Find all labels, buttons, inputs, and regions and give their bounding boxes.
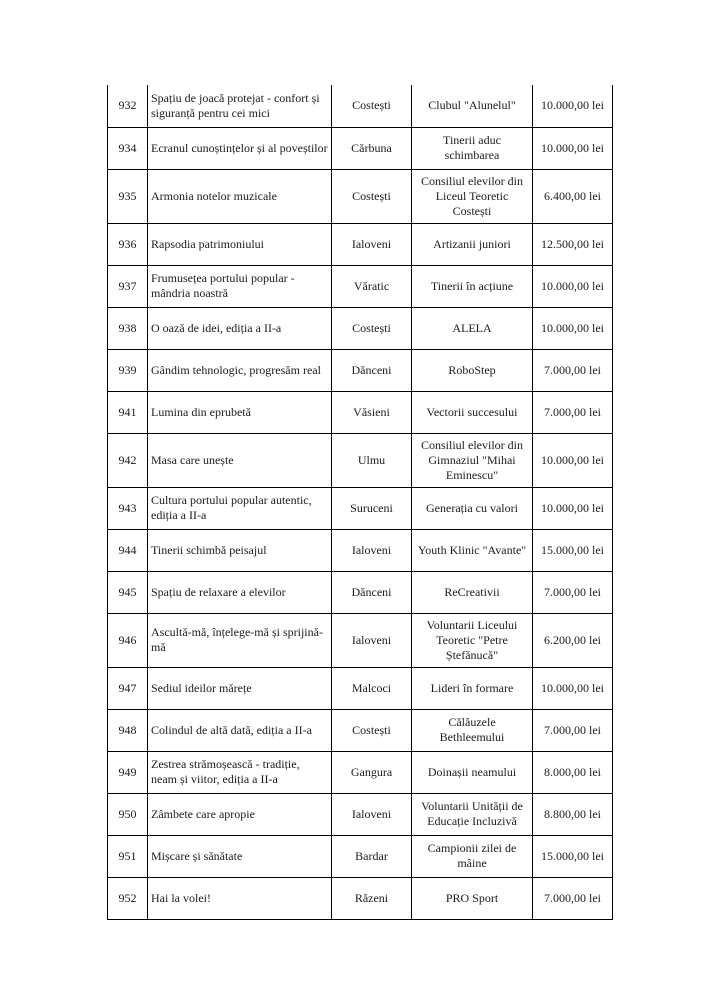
cell-organization: Doinașii neamului — [412, 751, 533, 793]
cell-organization: Consiliul elevilor din Gimnaziul "Mihai Eminescu" — [412, 433, 533, 487]
cell-project: Hai la volei! — [148, 877, 332, 919]
cell-amount: 7.000,00 lei — [533, 349, 613, 391]
cell-project: Masa care unește — [148, 433, 332, 487]
cell-id: 951 — [108, 835, 148, 877]
table-row — [108, 667, 613, 709]
cell-project: Ascultă-mă, înțelege-mă și sprijină-mă — [148, 613, 332, 667]
cell-locality: Costești — [332, 307, 412, 349]
table-row — [108, 265, 613, 307]
cell-project: Colindul de altă dată, ediția a II-a — [148, 709, 332, 751]
cell-locality: Ialoveni — [332, 793, 412, 835]
cell-id: 935 — [108, 169, 148, 223]
table-row — [108, 487, 613, 529]
cell-organization: Consiliul elevilor din Liceul Teoretic Costești — [412, 169, 533, 223]
cell-amount: 10.000,00 lei — [533, 667, 613, 709]
cell-id: 949 — [108, 751, 148, 793]
cell-organization: Voluntarii Liceului Teoretic "Petre Ștefănucă" — [412, 613, 533, 667]
cell-locality: Ialoveni — [332, 223, 412, 265]
cell-locality: Ialoveni — [332, 529, 412, 571]
table-row — [108, 433, 613, 487]
cell-id: 941 — [108, 391, 148, 433]
cell-organization: Tinerii în acțiune — [412, 265, 533, 307]
cell-id: 950 — [108, 793, 148, 835]
cell-id: 948 — [108, 709, 148, 751]
cell-id: 952 — [108, 877, 148, 919]
cell-organization: Tinerii aduc schimbarea — [412, 127, 533, 169]
cell-amount: 6.400,00 lei — [533, 169, 613, 223]
table-row — [108, 613, 613, 667]
cell-locality: Văratic — [332, 265, 412, 307]
table-row — [108, 391, 613, 433]
table-row — [108, 751, 613, 793]
cell-locality: Ulmu — [332, 433, 412, 487]
cell-id: 946 — [108, 613, 148, 667]
cell-project: Spațiu de joacă protejat - confort și siguranță pentru cei mici — [148, 85, 332, 127]
cell-organization: Clubul "Alunelul" — [412, 85, 533, 127]
cell-id: 938 — [108, 307, 148, 349]
table-row — [108, 349, 613, 391]
table-row — [108, 529, 613, 571]
cell-organization: Vectorii succesului — [412, 391, 533, 433]
cell-project: Cultura portului popular autentic, ediția a II-a — [148, 487, 332, 529]
cell-amount: 10.000,00 lei — [533, 307, 613, 349]
cell-amount: 10.000,00 lei — [533, 85, 613, 127]
cell-locality: Malcoci — [332, 667, 412, 709]
cell-project: Armonia notelor muzicale — [148, 169, 332, 223]
cell-id: 945 — [108, 571, 148, 613]
cell-id: 936 — [108, 223, 148, 265]
cell-project: Sediul ideilor mărețe — [148, 667, 332, 709]
cell-amount: 10.000,00 lei — [533, 433, 613, 487]
cell-amount: 7.000,00 lei — [533, 391, 613, 433]
cell-project: Tinerii schimbă peisajul — [148, 529, 332, 571]
cell-organization: ALELA — [412, 307, 533, 349]
cell-organization: Artizanii juniori — [412, 223, 533, 265]
cell-id: 934 — [108, 127, 148, 169]
table-row — [108, 835, 613, 877]
cell-id: 939 — [108, 349, 148, 391]
cell-organization: PRO Sport — [412, 877, 533, 919]
cell-organization: Campionii zilei de mâine — [412, 835, 533, 877]
cell-amount: 8.800,00 lei — [533, 793, 613, 835]
cell-amount: 10.000,00 lei — [533, 265, 613, 307]
cell-organization: Generația cu valori — [412, 487, 533, 529]
table-row — [108, 877, 613, 919]
cell-id: 947 — [108, 667, 148, 709]
cell-locality: Dănceni — [332, 571, 412, 613]
cell-project: Spațiu de relaxare a elevilor — [148, 571, 332, 613]
table-row — [108, 793, 613, 835]
table-row — [108, 709, 613, 751]
cell-locality: Costești — [332, 169, 412, 223]
cell-organization: Voluntarii Unității de Educație Incluzivă — [412, 793, 533, 835]
cell-amount: 7.000,00 lei — [533, 571, 613, 613]
cell-amount: 7.000,00 lei — [533, 877, 613, 919]
cell-amount: 10.000,00 lei — [533, 487, 613, 529]
cell-project: O oază de idei, ediția a II-a — [148, 307, 332, 349]
table-row — [108, 223, 613, 265]
cell-organization: Youth Klinic "Avante" — [412, 529, 533, 571]
projects-table — [107, 85, 613, 920]
cell-project: Gândim tehnologic, progresăm real — [148, 349, 332, 391]
cell-project: Rapsodia patrimoniului — [148, 223, 332, 265]
cell-amount: 8.000,00 lei — [533, 751, 613, 793]
cell-locality: Văsieni — [332, 391, 412, 433]
cell-organization: Lideri în formare — [412, 667, 533, 709]
cell-organization: RoboStep — [412, 349, 533, 391]
cell-locality: Suruceni — [332, 487, 412, 529]
cell-id: 944 — [108, 529, 148, 571]
cell-locality: Gangura — [332, 751, 412, 793]
cell-organization: Călăuzele Bethleemului — [412, 709, 533, 751]
cell-locality: Ialoveni — [332, 613, 412, 667]
cell-id: 942 — [108, 433, 148, 487]
cell-project: Zâmbete care apropie — [148, 793, 332, 835]
table-row — [108, 169, 613, 223]
cell-locality: Cărbuna — [332, 127, 412, 169]
table-row — [108, 571, 613, 613]
cell-amount: 15.000,00 lei — [533, 529, 613, 571]
table-body — [108, 85, 613, 919]
cell-locality: Dănceni — [332, 349, 412, 391]
cell-id: 937 — [108, 265, 148, 307]
cell-locality: Răzeni — [332, 877, 412, 919]
cell-project: Mișcare și sănătate — [148, 835, 332, 877]
cell-amount: 7.000,00 lei — [533, 709, 613, 751]
cell-organization: ReCreativii — [412, 571, 533, 613]
cell-amount: 10.000,00 lei — [533, 127, 613, 169]
table-row — [108, 127, 613, 169]
cell-project: Frumusețea portului popular - mândria noastră — [148, 265, 332, 307]
cell-locality: Bardar — [332, 835, 412, 877]
cell-project: Lumina din eprubetă — [148, 391, 332, 433]
cell-project: Zestrea strămoșească - tradiție, neam și viitor, ediția a II-a — [148, 751, 332, 793]
cell-project: Ecranul cunoștințelor și al poveștilor — [148, 127, 332, 169]
cell-amount: 15.000,00 lei — [533, 835, 613, 877]
cell-amount: 6.200,00 lei — [533, 613, 613, 667]
cell-amount: 12.500,00 lei — [533, 223, 613, 265]
table-row — [108, 85, 613, 127]
table-row — [108, 307, 613, 349]
cell-locality: Costești — [332, 85, 412, 127]
cell-id: 943 — [108, 487, 148, 529]
cell-id: 932 — [108, 85, 148, 127]
cell-locality: Costești — [332, 709, 412, 751]
